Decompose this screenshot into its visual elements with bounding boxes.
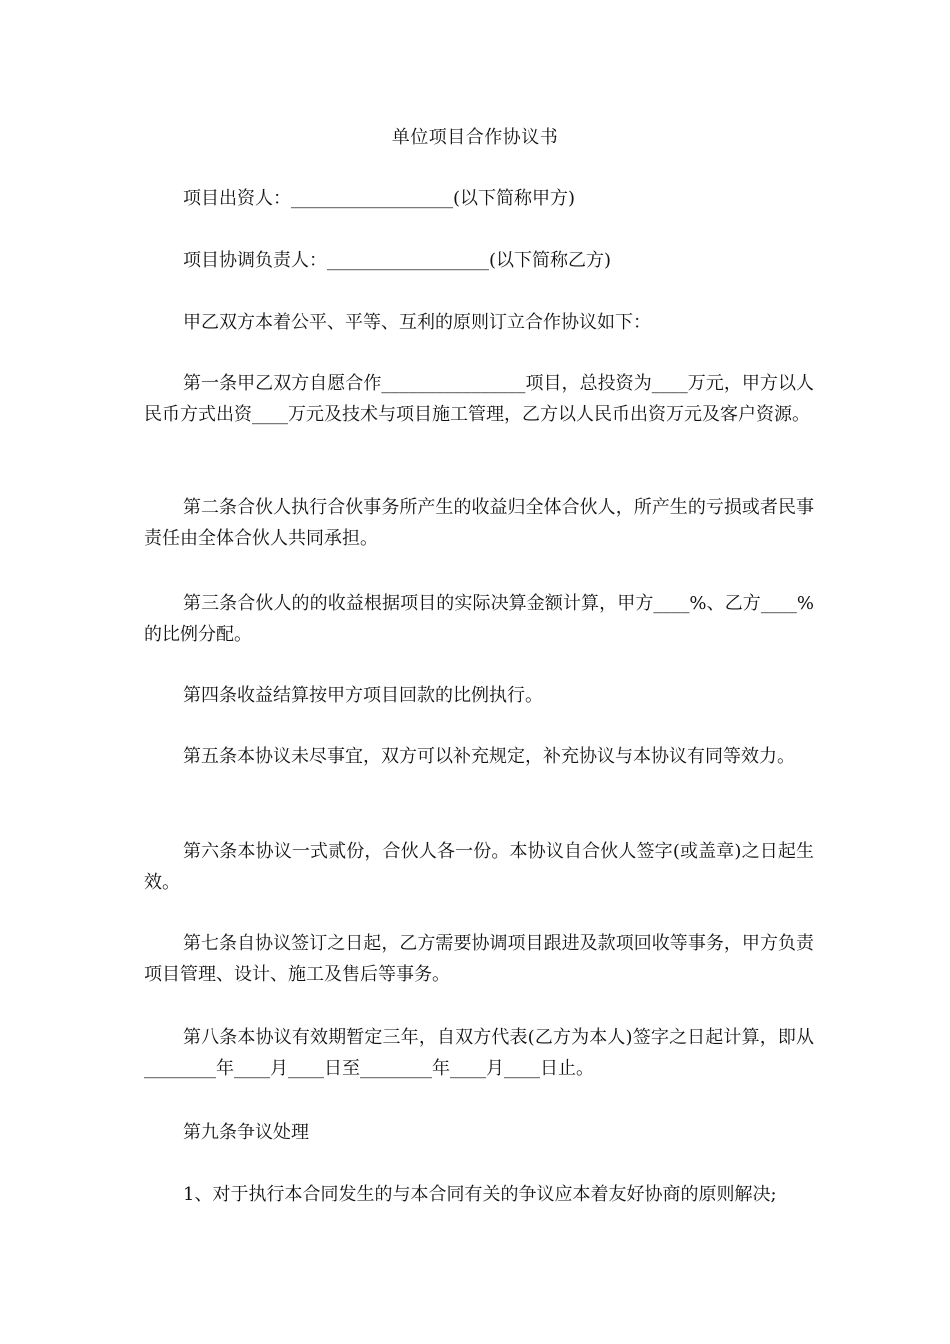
paragraph-article-3: 第三条合伙人的的收益根据项目的实际决算金额计算，甲方____%、乙方____%的比例分配。	[144, 593, 814, 645]
paragraph-intro: 甲乙双方本着公平、平等、互利的原则订立合作协议如下：	[183, 312, 651, 333]
paragraph-coordinator: 项目协调负责人：__________________(以下简称乙方)	[183, 250, 612, 271]
paragraph-article-7: 第七条自协议签订之日起，乙方需要协调项目跟进及款项回收等事务，甲方负责项目管理、设计、施工及售后等事务。	[144, 933, 814, 985]
paragraph-article-2: 第二条合伙人执行合伙事务所产生的收益归全体合伙人，所产生的亏损或者民事责任由全体合伙人共同承担。	[144, 497, 814, 549]
paragraph-article-4: 第四条收益结算按甲方项目回款的比例执行。	[183, 685, 543, 706]
paragraph-article-6: 第六条本协议一式贰份，合伙人各一份。本协议自合伙人签字(或盖章)之日起生效。	[144, 841, 814, 893]
paragraph-article-9-item-1: 1、对于执行本合同发生的与本合同有关的争议应本着友好协商的原则解决;	[183, 1184, 777, 1205]
paragraph-article-9-heading: 第九条争议处理	[183, 1122, 309, 1143]
paragraph-article-8: 第八条本协议有效期暂定三年，自双方代表(乙方为本人)签字之日起计算，即从________年____月____日至________年____月____日止。	[144, 1027, 814, 1079]
paragraph-article-5: 第五条本协议未尽事宜，双方可以补充规定，补充协议与本协议有同等效力。	[183, 746, 795, 767]
document-title: 单位项目合作协议书	[391, 127, 559, 148]
paragraph-article-1: 第一条甲乙双方自愿合作________________项目，总投资为____万元，甲方以人民币方式出资____万元及技术与项目施工管理，乙方以人民币出资万元及客户资源。	[144, 373, 814, 425]
paragraph-investor: 项目出资人：__________________(以下简称甲方)	[183, 188, 576, 209]
